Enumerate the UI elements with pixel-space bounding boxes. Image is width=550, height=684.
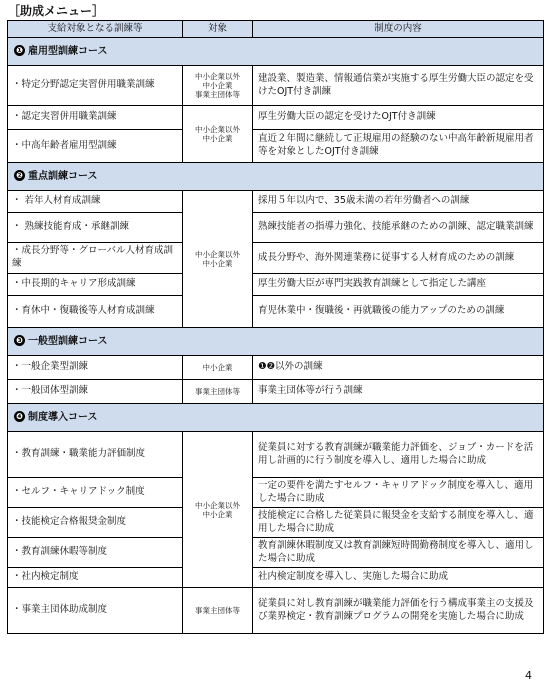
content-cell: 採用５年以内で、35歳未満の若年労働者への訓練 (253, 191, 544, 213)
target-cell: 事業主団体等 (183, 380, 253, 404)
table-row (8, 243, 544, 274)
col-header-content: 制度の内容 (253, 21, 544, 38)
table-row (8, 66, 544, 106)
item-cell: ・中高年齢者雇用型訓練 (8, 130, 183, 163)
section-title: 一般型訓練コース (28, 335, 108, 347)
target-cell: 中小企業以外 中小企業 (183, 191, 253, 328)
page-heading: ［助成メニュー］ (8, 4, 105, 18)
content-cell: 従業員に対し教育訓練が職業能力評価を行う構成事業主の支援及び業界検定・教育訓練プログラムの開発を実施した場合に助成 (253, 588, 544, 634)
section-title-cell (8, 404, 544, 432)
content-cell: 直近２年間に継続して正規雇用の経験のない中高年齢新規雇用者等を対象としたOJT付き訓練 (253, 130, 544, 163)
col-header-target: 対象 (183, 21, 253, 38)
content-cell: 熟練技能者の指導力強化、技能承継のための訓練、認定職業訓練 (253, 213, 544, 243)
item-cell: ・セルフ・キャリアドック制度 (8, 478, 183, 508)
section-header (8, 404, 544, 432)
item-cell: ・教育訓練・職業能力評価制度 (8, 432, 183, 478)
item-cell: ・社内検定制度 (8, 568, 183, 588)
section-title: 制度導入コース (28, 411, 98, 423)
section-number-badge: ❸ (14, 335, 25, 346)
section-title: 重点訓練コース (28, 170, 98, 182)
content-cell: 成長分野や、海外関連業務に従事する人材育成のための訓練 (253, 243, 544, 274)
content-cell: 厚生労働大臣が専門実践教育訓練として指定した講座 (253, 274, 544, 296)
section-header (8, 328, 544, 356)
content-cell: ❶❷以外の訓練 (253, 356, 544, 380)
table-row (8, 191, 544, 213)
content-cell: 厚生労働大臣の認定を受けたOJT付き訓練 (253, 106, 544, 130)
content-cell: 教育訓練休暇制度又は教育訓練短時間勤務制度を導入し、適用した場合に助成 (253, 538, 544, 568)
item-cell: ・ 若年人材育成訓練 (8, 191, 183, 213)
table-row (8, 213, 544, 243)
content-cell: 一定の要件を満たすセルフ・キャリアドック制度を導入し、適用した場合に助成 (253, 478, 544, 508)
content-cell: 育児休業中・復職後・再就職後の能力アップのための訓練 (253, 296, 544, 328)
item-cell: ・一般団体型訓練 (8, 380, 183, 404)
table-row (8, 380, 544, 404)
section-title-cell (8, 163, 544, 191)
table-row (8, 356, 544, 380)
content-cell: 建設業、製造業、情報通信業が実施する厚生労働大臣の認定を受けたOJT付き訓練 (253, 66, 544, 106)
target-cell: 中小企業以外 中小企業 (183, 432, 253, 588)
table-row (8, 106, 544, 130)
item-cell: ・教育訓練休暇等制度 (8, 538, 183, 568)
content-cell: 社内検定制度を導入し、実施した場合に助成 (253, 568, 544, 588)
table-row (8, 130, 544, 163)
table-row (8, 432, 544, 478)
content-cell: 事業主団体等が行う訓練 (253, 380, 544, 404)
target-cell: 中小企業以外 中小企業 (183, 106, 253, 163)
col-header-item: 支給対象となる訓練等 (8, 21, 183, 38)
header-row (8, 21, 544, 38)
section-title-cell (8, 38, 544, 66)
item-cell: ・事業主団体助成制度 (8, 588, 183, 634)
target-cell: 中小企業 (183, 356, 253, 380)
table-row (8, 538, 544, 568)
table-row (8, 296, 544, 328)
section-title-cell (8, 328, 544, 356)
target-cell: 中小企業以外 中小企業 事業主団体等 (183, 66, 253, 106)
target-cell: 事業主団体等 (183, 588, 253, 634)
section-number-badge: ❶ (14, 45, 25, 56)
item-cell: ・育休中・復職後等人材育成訓練 (8, 296, 183, 328)
subsidy-menu-table (7, 20, 544, 634)
section-number-badge: ❷ (14, 170, 25, 181)
table-row (8, 588, 544, 634)
table-row (8, 274, 544, 296)
table-row (8, 508, 544, 538)
content-cell: 従業員に対する教育訓練が職業能力評価を、ジョブ・カードを活用し計画的に行う制度を導入し、適用した場合に助成 (253, 432, 544, 478)
item-cell: ・一般企業型訓練 (8, 356, 183, 380)
page-number: 4 (525, 669, 532, 682)
item-cell: ・ 熟練技能育成・承継訓練 (8, 213, 183, 243)
section-number-badge: ❹ (14, 411, 25, 422)
item-cell: ・特定分野認定実習併用職業訓練 (8, 66, 183, 106)
table-row (8, 568, 544, 588)
table-row (8, 478, 544, 508)
item-cell: ・中長期的キャリア形成訓練 (8, 274, 183, 296)
item-cell: ・成長分野等・グローバル人材育成訓練 (8, 243, 183, 274)
content-cell: 技能検定に合格した従業員に報奨金を支給する制度を導入し、適用した場合に助成 (253, 508, 544, 538)
item-cell: ・認定実習併用職業訓練 (8, 106, 183, 130)
section-header (8, 163, 544, 191)
section-header (8, 38, 544, 66)
item-cell: ・技能検定合格報奨金制度 (8, 508, 183, 538)
section-title: 雇用型訓練コース (28, 45, 108, 57)
